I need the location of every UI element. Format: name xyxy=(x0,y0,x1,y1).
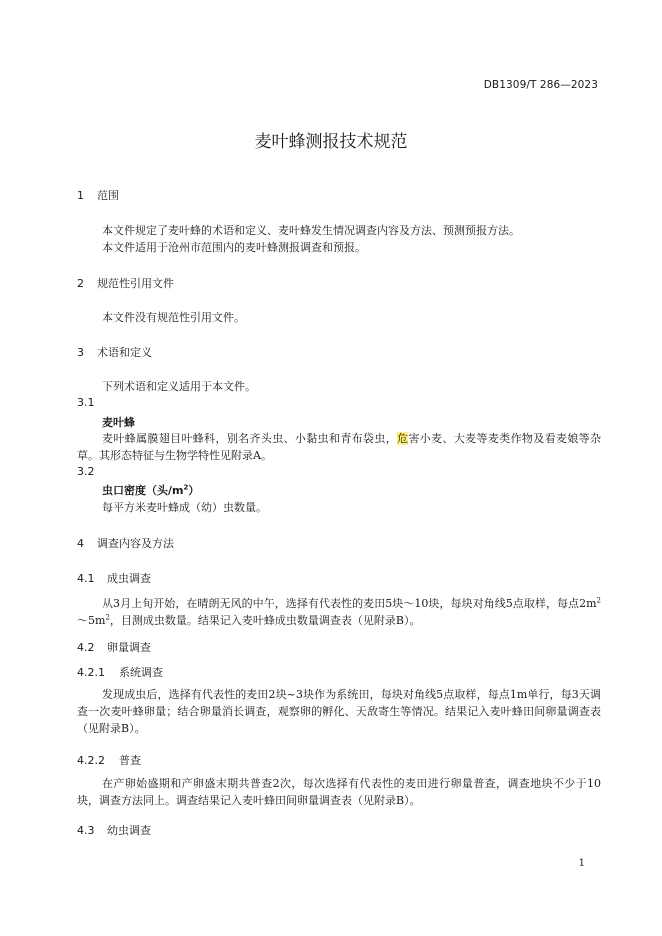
section-number: 4.1 xyxy=(77,572,95,585)
term-name-text: 虫口密度（头/m xyxy=(102,484,184,497)
section-title: 调查内容及方法 xyxy=(97,537,174,550)
section-1-paragraph-1: 本文件规定了麦叶蜂的术语和定义、麦叶蜂发生情况调查内容及方法、预测预报方法。 xyxy=(102,224,520,237)
section-4-2-2-paragraph: 在产卵始盛期和产卵盛末期共普查2次，每次选择有代表性的麦田进行卵量普查，调查地块不少于10块，调查方法同上。调查结果记入麦叶蜂田间卵量调查表（见附录B）。 xyxy=(77,777,601,807)
section-number: 3 xyxy=(77,346,84,359)
section-4-1-paragraph xyxy=(77,595,601,629)
section-title: 幼虫调查 xyxy=(107,824,151,837)
section-number: 4.2.2 xyxy=(77,754,105,767)
section-title: 系统调查 xyxy=(119,666,163,679)
term-1-definition xyxy=(77,430,601,464)
section-number: 4.2.1 xyxy=(77,666,105,679)
term-1-number: 3.1 xyxy=(77,396,95,409)
document-code: DB1309/T 286—2023 xyxy=(483,79,598,91)
section-title: 卵量调查 xyxy=(107,641,151,654)
section-title: 范围 xyxy=(97,189,119,202)
section-4-2-1-paragraph: 发现成虫后，选择有代表性的麦田2块~3块作为系统田，每块对角线5点取样，每点1m单行，每3天调查一次麦叶蜂卵量；结合卵量消长调查，观察卵的孵化、天敌寄生等情况。结果记入麦叶蜂田间卵量调查表（见附录B）。 xyxy=(77,688,601,735)
section-4-3-heading xyxy=(77,822,151,838)
superscript: 2 xyxy=(183,483,189,492)
section-title: 普查 xyxy=(119,754,141,767)
term-1-name: 麦叶蜂 xyxy=(102,416,135,429)
superscript: 2 xyxy=(596,596,601,605)
section-number: 2 xyxy=(77,277,84,290)
section-2-paragraph-1: 本文件没有规范性引用文件。 xyxy=(102,311,245,324)
term-2-number: 3.2 xyxy=(77,465,95,478)
term-2-name xyxy=(102,482,199,498)
superscript: 2 xyxy=(105,613,110,622)
section-number: 1 xyxy=(77,189,84,202)
paragraph-text: ～5m xyxy=(77,614,106,627)
section-4-2-1-heading xyxy=(77,664,163,680)
section-3-paragraph-1: 下列术语和定义适用于本文件。 xyxy=(102,380,256,393)
section-4-2-2-heading xyxy=(77,752,141,768)
term-name-text: ） xyxy=(188,484,200,497)
paragraph-text: 从3月上旬开始，在晴朗无风的中午，选择有代表性的麦田5块～10块，每块对角线5点取样，每点2m xyxy=(102,597,597,610)
section-1-paragraph-2: 本文件适用于沧州市范围内的麦叶蜂测报调查和预报。 xyxy=(102,241,366,254)
section-title: 术语和定义 xyxy=(97,346,152,359)
highlighted-text: 危 xyxy=(397,432,409,445)
section-4-1-heading xyxy=(77,570,151,586)
page-number: 1 xyxy=(578,858,585,869)
definition-text: 麦叶蜂属膜翅目叶蜂科，别名齐头虫、小黏虫和青布袋虫， xyxy=(102,432,398,445)
section-4-2-heading xyxy=(77,639,151,655)
term-2-definition: 每平方米麦叶蜂成（幼）虫数量。 xyxy=(102,501,267,514)
document-title: 麦叶蜂测报技术规范 xyxy=(254,132,408,152)
section-number: 4.2 xyxy=(77,641,95,654)
section-number: 4.3 xyxy=(77,824,95,837)
paragraph-text: ，目测成虫数量。结果记入麦叶蜂成虫数量调查表（见附录B）。 xyxy=(109,614,421,627)
section-2-heading xyxy=(77,275,174,291)
definition-text: 害小麦、大麦等麦类作物及看麦娘等杂草。其形态特征与生物学特性见附录A。 xyxy=(77,432,602,462)
section-title: 成虫调查 xyxy=(107,572,151,585)
section-title: 规范性引用文件 xyxy=(97,277,174,290)
section-3-heading xyxy=(77,344,152,360)
section-1-heading xyxy=(77,187,119,203)
section-number: 4 xyxy=(77,537,84,550)
section-4-heading xyxy=(77,535,174,551)
